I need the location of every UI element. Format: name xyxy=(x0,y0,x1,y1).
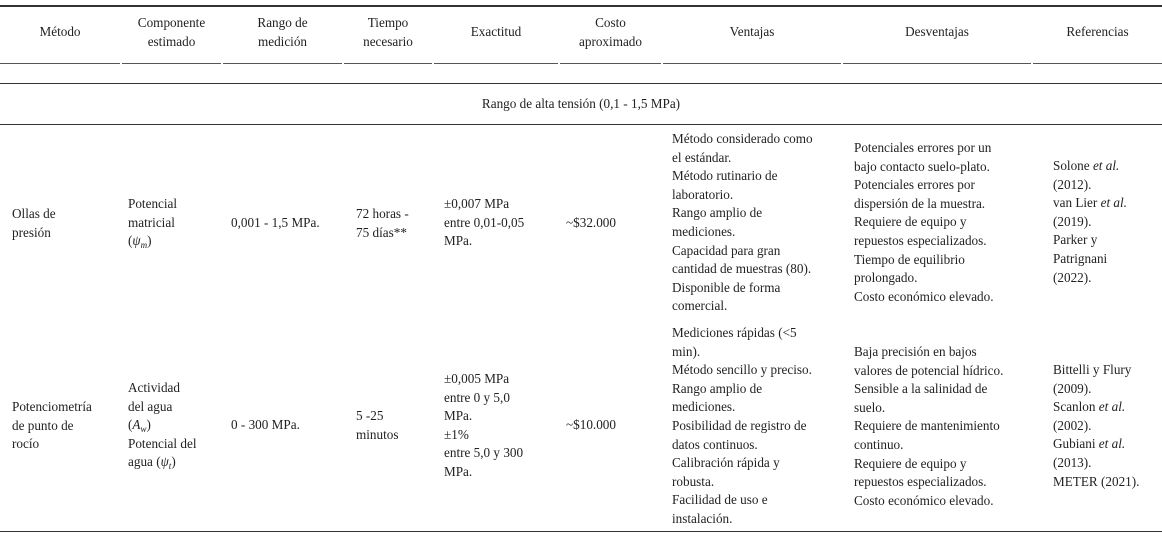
row1-componente xyxy=(128,195,177,251)
row2-ref1-year: (2009). xyxy=(1053,380,1092,396)
header-rango-line1: Rango de xyxy=(257,15,308,30)
row1-componente-symbol: $(\psi_m)$ xyxy=(128,233,152,251)
row2-ventajas-line5: mediciones. xyxy=(672,399,736,415)
row2-ventajas-line11: instalación. xyxy=(672,510,733,526)
row1-ventajas-line7: Capacidad para gran xyxy=(672,242,781,258)
row2-desventajas-line6: continuo. xyxy=(854,436,904,452)
header-rango-line2: medición xyxy=(257,33,308,49)
row2-desventajas-line3: Sensible a la salinidad de xyxy=(854,381,988,397)
row1-metodo-line2: presión xyxy=(12,224,51,240)
row2-ventajas-line6: Posibilidad de registro de xyxy=(672,417,807,433)
header-rango xyxy=(223,14,342,51)
row2-ventajas-line3: Método sencillo y preciso. xyxy=(672,362,812,378)
row2-tiempo xyxy=(356,407,399,444)
header-componente-line2: estimado xyxy=(147,33,196,49)
row1-ventajas-line8: cantidad de muestras (80). xyxy=(672,261,812,277)
row2-exactitud-line2: entre 0 y 5,0 xyxy=(444,389,510,405)
header-metodo: Método xyxy=(39,24,81,39)
header-underline-referencias xyxy=(1033,63,1162,64)
row2-metodo-line2: de punto de xyxy=(12,417,74,433)
row1-desventajas xyxy=(854,139,994,306)
row2-componente-a-line2: del agua xyxy=(128,398,173,414)
row2-rango: 0 - 300 MPa. xyxy=(231,417,300,432)
row2-exactitud-line4: ±1% xyxy=(444,426,469,442)
row1-desventajas-line1: Potenciales errores por un xyxy=(854,140,992,155)
section-bottom-rule xyxy=(0,124,1162,125)
row2-desventajas-line4: suelo. xyxy=(854,399,886,415)
row2-ventajas-line8: Calibración rápida y xyxy=(672,455,780,471)
row2-ventajas-line4: Rango amplio de xyxy=(672,380,763,396)
row2-desventajas-line2: valores de potencial hídrico. xyxy=(854,362,1004,378)
header-tiempo-line1: Tiempo xyxy=(367,15,409,30)
row1-ref1-year: (2012). xyxy=(1053,176,1092,192)
row2-ventajas xyxy=(672,324,812,529)
row1-ventajas xyxy=(672,130,813,316)
row2-desventajas-line5: Requiere de mantenimiento xyxy=(854,418,1000,434)
row1-desventajas-line2: bajo contacto suelo-plato. xyxy=(854,158,990,174)
row1-exactitud-line1: ±0,007 MPa xyxy=(444,196,510,211)
header-costo-line1: Costo xyxy=(595,15,626,30)
row2-exactitud-line3: MPa. xyxy=(444,408,473,424)
row2-desventajas-line1: Baja precisión en bajos xyxy=(854,344,977,359)
header-desventajas: Desventajas xyxy=(905,24,969,39)
bottom-rule xyxy=(0,531,1162,532)
header-underline-exactitud xyxy=(434,63,558,64)
row1-tiempo-line1: 72 horas - xyxy=(356,206,409,221)
row2-exactitud-line1: ±0,005 MPa xyxy=(444,371,510,386)
header-underline-metodo xyxy=(0,63,120,64)
row2-exactitud-line6: MPa. xyxy=(444,463,473,479)
row1-desventajas-line5: Requiere de equipo y xyxy=(854,214,967,230)
row2-ventajas-line7: datos continuos. xyxy=(672,436,758,452)
row1-desventajas-line7: Tiempo de equilibrio xyxy=(854,251,965,267)
row1-ventajas-line1: Método considerado como xyxy=(672,131,813,146)
row1-exactitud xyxy=(444,195,524,251)
row2-componente-a-symbol: $(A_w)$ xyxy=(128,417,151,435)
row2-componente-a-line1: Actividad xyxy=(128,380,181,395)
row1-rango: 0,001 - 1,5 MPa. xyxy=(231,215,320,230)
header-underline-componente xyxy=(122,63,221,64)
section-top-rule xyxy=(0,83,1162,84)
row2-ref4: METER (2021). xyxy=(1053,473,1140,489)
row1-componente-line2: matricial xyxy=(128,214,175,230)
row2-metodo xyxy=(12,398,92,454)
header-underline-desventajas xyxy=(843,63,1031,64)
row2-tiempo-line2: minutos xyxy=(356,426,399,442)
row2-desventajas-line8: repuestos especializados. xyxy=(854,474,987,490)
section-title: Rango de alta tensión (0,1 - 1,5 MPa) xyxy=(481,96,681,111)
row1-ventajas-line3: Método rutinario de xyxy=(672,168,778,184)
row1-metodo xyxy=(12,205,56,242)
row1-desventajas-line6: repuestos especializados. xyxy=(854,232,987,248)
header-componente-line1: Componente xyxy=(137,15,206,30)
row2-ref3-year: (2013). xyxy=(1053,454,1092,470)
row2-componente-b-line2: agua $(\psi_t)$ xyxy=(128,454,176,472)
row2-ventajas-line10: Facilidad de uso e xyxy=(672,492,768,508)
header-tiempo xyxy=(344,14,432,51)
row1-desventajas-line3: Potenciales errores por xyxy=(854,177,975,193)
row1-referencias xyxy=(1053,157,1127,287)
row2-ventajas-line2: min). xyxy=(672,343,701,359)
row1-ref1: Solone et al. xyxy=(1053,158,1120,173)
row1-desventajas-line9: Costo económico elevado. xyxy=(854,288,994,304)
row1-ref3-line2: Patrignani xyxy=(1053,250,1108,266)
row2-ref2-year: (2002). xyxy=(1053,417,1092,433)
row2-desventajas xyxy=(854,343,1003,510)
row1-desventajas-line8: prolongado. xyxy=(854,270,918,286)
row1-ventajas-line4: laboratorio. xyxy=(672,186,734,202)
header-componente xyxy=(122,14,221,51)
row2-ref1: Bittelli y Flury xyxy=(1053,362,1132,377)
row1-ventajas-line6: mediciones. xyxy=(672,223,736,239)
row2-exactitud xyxy=(444,370,523,482)
row2-tiempo-line1: 5 -25 xyxy=(356,408,384,423)
row1-ventajas-line2: el estándar. xyxy=(672,149,732,165)
header-costo-line2: aproximado xyxy=(579,33,642,49)
row1-ref2: van Lier et al. xyxy=(1053,195,1127,211)
row2-ventajas-line1: Mediciones rápidas (<5 xyxy=(672,325,797,340)
row2-desventajas-line7: Requiere de equipo y xyxy=(854,455,967,471)
row1-componente-line1: Potencial xyxy=(128,196,178,211)
row2-metodo-line3: rocío xyxy=(12,436,40,452)
row1-ref3-year: (2022). xyxy=(1053,269,1092,285)
header-ventajas: Ventajas xyxy=(729,24,775,39)
row1-tiempo-line2: 75 días** xyxy=(356,224,407,240)
row1-costo: ~$32.000 xyxy=(566,215,616,230)
row2-componente-b-line1: Potencial del xyxy=(128,435,197,451)
row1-ventajas-line9: Disponible de forma xyxy=(672,279,781,295)
row1-ventajas-line10: comercial. xyxy=(672,298,728,314)
row1-tiempo xyxy=(356,205,409,242)
row1-exactitud-line3: MPa. xyxy=(444,233,473,249)
row2-exactitud-line5: entre 5,0 y 300 xyxy=(444,445,524,461)
header-exactitud: Exactitud xyxy=(470,24,522,39)
row2-ventajas-line9: robusta. xyxy=(672,473,715,489)
header-underline-tiempo xyxy=(344,63,432,64)
header-referencias: Referencias xyxy=(1066,24,1129,39)
header-tiempo-line2: necesario xyxy=(363,33,413,49)
row2-metodo-line1: Potenciometría xyxy=(12,399,92,414)
row1-desventajas-line4: dispersión de la muestra. xyxy=(854,195,986,211)
row1-ref2-year: (2019). xyxy=(1053,213,1092,229)
header-underline-costo xyxy=(560,63,661,64)
header-costo xyxy=(560,14,661,51)
row2-desventajas-line9: Costo económico elevado. xyxy=(854,492,994,508)
row1-metodo-line1: Ollas de xyxy=(12,206,56,221)
header-underline-rango xyxy=(223,63,342,64)
row2-ref2: Scanlon et al. xyxy=(1053,399,1126,415)
row2-ref3: Gubiani et al. xyxy=(1053,436,1126,452)
top-rule xyxy=(0,5,1162,7)
row2-componente xyxy=(128,379,196,472)
row2-referencias xyxy=(1053,361,1139,491)
row1-ref3-line1: Parker y xyxy=(1053,232,1098,248)
row2-costo: ~$10.000 xyxy=(566,417,616,432)
row1-ventajas-line5: Rango amplio de xyxy=(672,205,763,221)
header-underline-ventajas xyxy=(663,63,841,64)
row1-exactitud-line2: entre 0,01-0,05 xyxy=(444,214,525,230)
